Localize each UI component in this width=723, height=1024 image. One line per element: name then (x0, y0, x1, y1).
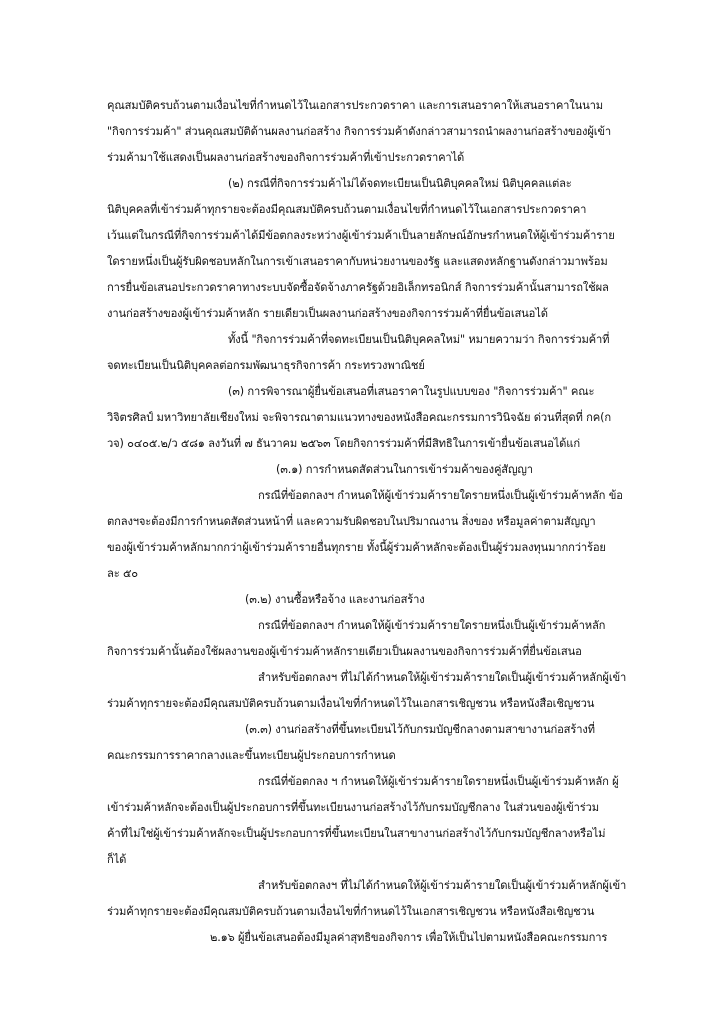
text-line: ค้าที่ไม่ใช่ผู้เข้าร่วมค้าหลักจะเป็นผู้ประกอบการที่ขึ้นทะเบียนในสาขางานก่อสร้างไว้กับกรมบัญชีกลางหรือไม่ (107, 827, 606, 840)
text-line: งานก่อสร้างของผู้เข้าร่วมค้าหลัก รายเดียวเป็นผลงานก่อสร้างของกิจการร่วมค้าที่ยื่นข้อเสนอได้ (107, 307, 548, 320)
text-line: จดทะเบียนเป็นนิติบุคคลต่อกรมพัฒนาธุรกิจการค้า กระทรวงพาณิชย์ (107, 359, 425, 372)
text-line: คณะกรรมการราคากลางและขึ้นทะเบียนผู้ประกอบการกำหนด (107, 749, 396, 762)
text-line: ร่วมค้าทุกรายจะต้องมีคุณสมบัติครบถ้วนตามเงื่อนไขที่กำหนดไว้ในเอกสารเชิญชวน หรือหนังสือเชิญชวน (107, 697, 595, 710)
text-line: สำหรับข้อตกลงฯ ที่ไม่ได้กำหนดให้ผู้เข้าร่วมค้ารายใดเป็นผู้เข้าร่วมค้าหลักผู้เข้า (258, 671, 627, 684)
text-line: (๓) การพิจารณาผู้ยื่นข้อเสนอที่เสนอราคาในรูปแบบของ "กิจการร่วมค้า" คณะ (228, 385, 595, 398)
text-line: กิจการร่วมค้านั้นต้องใช้ผลงานของผู้เข้าร่วมค้าหลักรายเดียวเป็นผลงานของกิจการร่วมค้าที่ยื่นข้อเสนอ (107, 645, 582, 658)
text-line: เว้นแต่ในกรณีที่กิจการร่วมค้าได้มีข้อตกลงระหว่างผู้เข้าร่วมค้าเป็นลายลักษณ์อักษรกำหนดให้ผู้เข้าร่วมค้าราย (107, 229, 615, 242)
text-line: ของผู้เข้าร่วมค้าหลักมากกว่าผู้เข้าร่วมค้ารายอื่นทุกราย ทั้งนี้ผู้ร่วมค้าหลักจะต้องเป็นผู้ร่วมลงทุนมากกว่าร้อย (107, 541, 606, 554)
text-line: วจ) ๐๔๐๕.๒/ว ๕๘๑ ลงวันที่ ๗ ธันวาคม ๒๕๖๓ โดยกิจการร่วมค้าที่มีสิทธิในการเข้ายื่นข้อเสนอได้แก่ (107, 437, 580, 450)
text-line: เข้าร่วมค้าหลักจะต้องเป็นผู้ประกอบการที่ขึ้นทะเบียนงานก่อสร้างไว้กับกรมบัญชีกลาง ในส่วนของผู้เข้าร่วม (107, 801, 599, 814)
text-line: ร่วมค้ามาใช้แสดงเป็นผลงานก่อสร้างของกิจการร่วมค้าที่เข้าประกวดราคาได้ (107, 151, 465, 164)
text-line: ละ ๕๐ (107, 567, 138, 580)
text-line: ก็ได้ (107, 853, 127, 866)
text-line: (๓.๓) งานก่อสร้างที่ขึ้นทะเบียนไว้กับกรมบัญชีกลางตามสาขางานก่อสร้างที่ (245, 723, 595, 736)
text-line: ใดรายหนึ่งเป็นผู้รับผิดชอบหลักในการเข้าเสนอราคากับหน่วยงานของรัฐ และแสดงหลักฐานดังกล่าวมาพร้อม (107, 255, 608, 268)
text-line: ๒.๑๖ ผู้ยื่นข้อเสนอต้องมีมูลค่าสุทธิของกิจการ เพื่อให้เป็นไปตามหนังสือคณะกรรมการ (210, 931, 608, 944)
text-line: สำหรับข้อตกลงฯ ที่ไม่ได้กำหนดให้ผู้เข้าร่วมค้ารายใดเป็นผู้เข้าร่วมค้าหลักผู้เข้า (258, 879, 627, 892)
text-line: (๓.๑) การกำหนดสัดส่วนในการเข้าร่วมค้าของคู่สัญญา (276, 463, 533, 476)
text-line: กรณีที่ข้อตกลงฯ กำหนดให้ผู้เข้าร่วมค้ารายใดรายหนึ่งเป็นผู้เข้าร่วมค้าหลัก ข้อ (258, 489, 623, 502)
text-line: คุณสมบัติครบถ้วนตามเงื่อนไขที่กำหนดไว้ในเอกสารประกวดราคา และการเสนอราคาให้เสนอราคาในนาม (107, 99, 603, 112)
text-line: กรณีที่ข้อตกลง ฯ กำหนดให้ผู้เข้าร่วมค้ารายใดรายหนึ่งเป็นผู้เข้าร่วมค้าหลัก ผู้ (258, 775, 619, 788)
text-line: (๓.๒) งานซื้อหรือจ้าง และงานก่อสร้าง (245, 593, 425, 606)
text-line: วิจิตรศิลป์ มหาวิทยาลัยเชียงใหม่ จะพิจารณาตามแนวทางของหนังสือคณะกรรมการวินิจฉัย ด่วนที่สุดที่ กค(ก (107, 411, 611, 424)
text-line: การยื่นข้อเสนอประกวดราคาทางระบบจัดซื้อจัดจ้างภาครัฐด้วยอิเล็กทรอนิกส์ กิจการร่วมค้านั้นสามารถใช้ผล (107, 281, 609, 294)
text-line: นิติบุคคลที่เข้าร่วมค้าทุกรายจะต้องมีคุณสมบัติครบถ้วนตามเงื่อนไขที่กำหนดไว้ในเอกสารประกวดราคา (107, 203, 587, 216)
text-line: กรณีที่ข้อตกลงฯ กำหนดให้ผู้เข้าร่วมค้ารายใดรายหนึ่งเป็นผู้เข้าร่วมค้าหลัก (258, 619, 606, 632)
text-line: ตกลงฯจะต้องมีการกำหนดสัดส่วนหน้าที่ และความรับผิดชอบในปริมาณงาน สิ่งของ หรือมูลค่าตามสัญญา (107, 515, 596, 528)
text-line: (๒) กรณีที่กิจการร่วมค้าไม่ได้จดทะเบียนเป็นนิติบุคคลใหม่ นิติบุคคลแต่ละ (228, 177, 572, 190)
text-line: ร่วมค้าทุกรายจะต้องมีคุณสมบัติครบถ้วนตามเงื่อนไขที่กำหนดไว้ในเอกสารเชิญชวน หรือหนังสือเชิญชวน (107, 905, 595, 918)
text-line: "กิจการร่วมค้า" ส่วนคุณสมบัติด้านผลงานก่อสร้าง กิจการร่วมค้าดังกล่าวสามารถนำผลงานก่อสร้างของผู้เข้า (107, 125, 612, 138)
text-line: ทั้งนี้ "กิจการร่วมค้าที่จดทะเบียนเป็นนิติบุคคลใหม่" หมายความว่า กิจการร่วมค้าที่ (228, 333, 610, 346)
